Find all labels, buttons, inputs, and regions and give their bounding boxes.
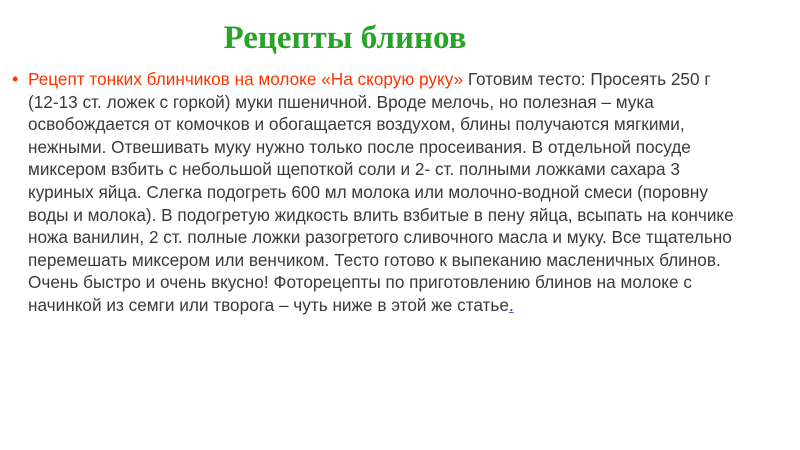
recipe-bullet (12, 68, 742, 317)
article-link[interactable]: . (508, 294, 514, 315)
bullet-marker: • (12, 69, 19, 89)
recipe-lead: Рецепт тонких блинчиков на молоке «На скорую руку» (28, 69, 464, 89)
recipe-paragraph (28, 68, 742, 317)
slide-title: Рецепты блинов (223, 20, 467, 56)
recipe-body: Готовим тесто: Просеять 250 г (12-13 ст. ложек с горкой) муки пшеничной. Вроде мелочь, но полезная – мука освобождается от комочков и обогащается воздухом, блины получаются мягкими, нежными. Отвешивать муку нужно только после просеивания. В отдельной посуде миксером взбить с небольшой щепоткой соли и 2- ст. полными ложками сахара 3 куриных яйца. Слегка подогреть 600 мл молока или молочно-водной смеси (поровну воды и молока). В подогретую жидкость влить взбитые в пену яйца, всыпать на кончике ножа ванилин, 2 ст. полные ложки разогретого сливочного масла и муку. Все тщательно перемешать миксером или венчиком. Тесто готово к выпеканию масленичных блинов. Очень быстро и очень вкусно! Фоторецепты по приготовлению блинов на молоке с начинкой из семги или творога – чуть ниже в этой же статье (28, 69, 734, 315)
